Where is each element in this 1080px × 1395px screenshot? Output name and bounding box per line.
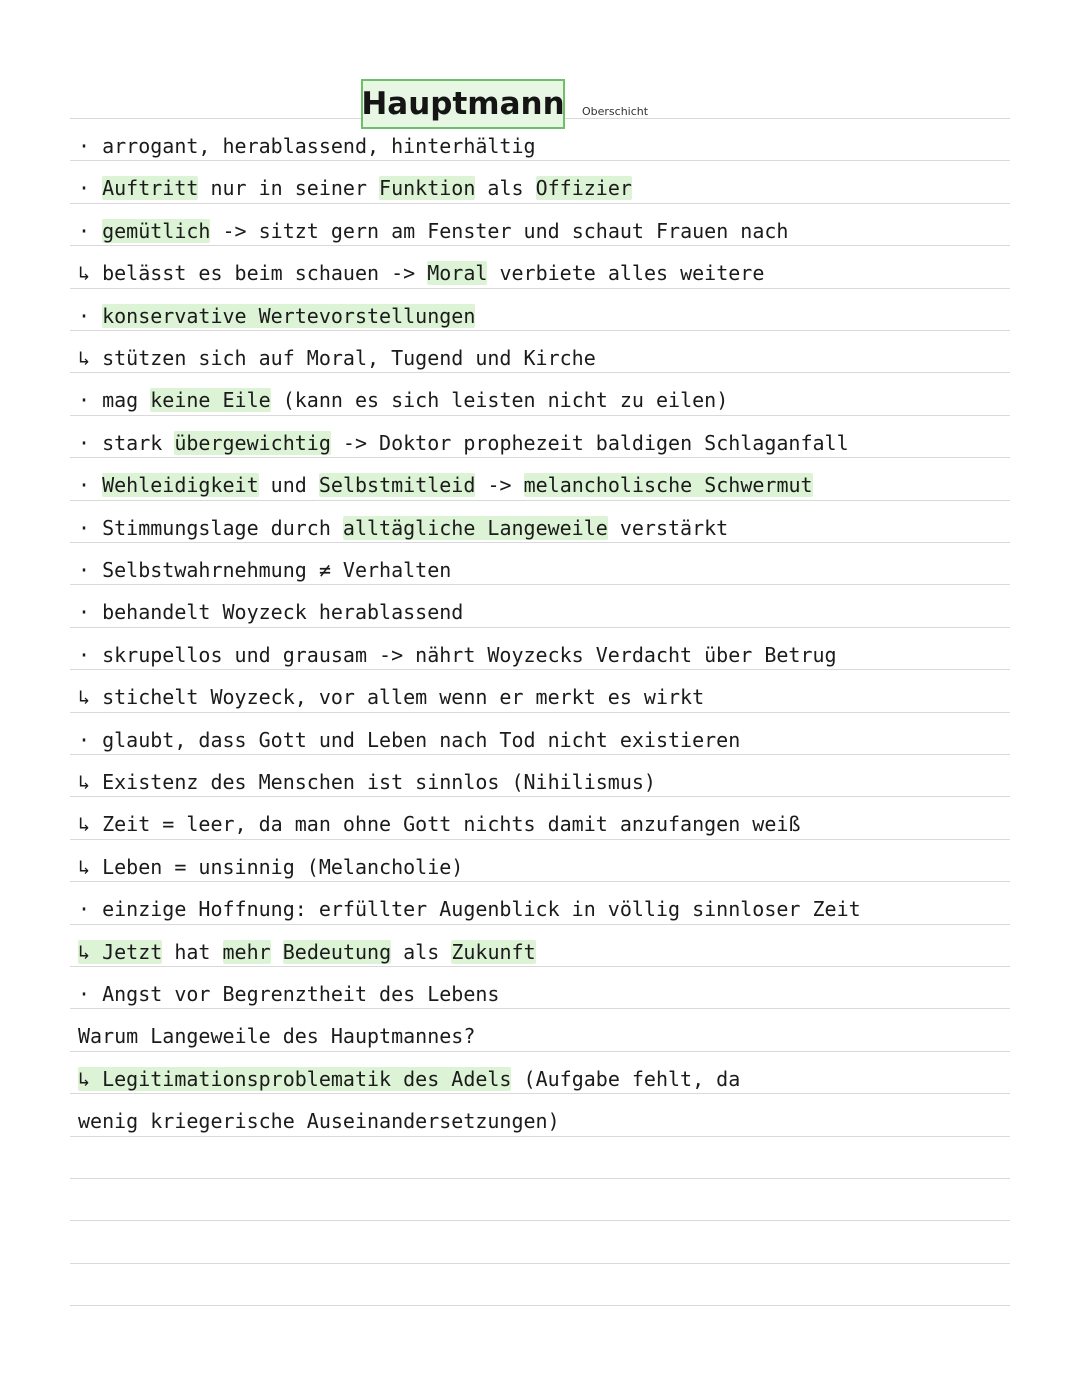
ruled-line xyxy=(70,1178,1010,1179)
ruled-line xyxy=(70,584,1010,585)
ruled-line xyxy=(70,245,1010,246)
note-text: · xyxy=(78,219,103,243)
note-line xyxy=(78,1107,1018,1135)
note-text: ↳ stützen sich auf Moral, Tugend und Kirche xyxy=(78,346,596,370)
page-subtitle: Oberschicht xyxy=(582,105,649,118)
note-text: wenig kriegerische Auseinandersetzungen) xyxy=(78,1109,560,1133)
note-text: -> sitzt gern am Fenster und schaut Frauen nach xyxy=(210,219,789,243)
note-line xyxy=(78,132,1018,160)
ruled-line xyxy=(70,1305,1010,1306)
note-text: (Aufgabe fehlt, da xyxy=(511,1067,741,1091)
note-text: verbiete alles weitere xyxy=(487,261,765,285)
note-text: · einzige Hoffnung: erfüllter Augenblick in völlig sinnloser Zeit xyxy=(78,897,861,921)
note-line xyxy=(78,641,1018,669)
note-text: verstärkt xyxy=(607,516,729,540)
highlighted-text: keine Eile xyxy=(150,388,271,412)
note-text: Warum Langeweile des Hauptmannes? xyxy=(78,1024,476,1048)
note-text: ↳ belässt es beim schauen -> xyxy=(78,261,428,285)
note-line xyxy=(78,726,1018,754)
note-text: -> xyxy=(475,473,524,497)
note-text: · Selbstwahrnehmung ≠ Verhalten xyxy=(78,558,452,582)
note-line xyxy=(78,1065,1018,1093)
ruled-line xyxy=(70,288,1010,289)
highlighted-text: Zukunft xyxy=(451,940,536,964)
ruled-line xyxy=(70,542,1010,543)
note-text: · Angst vor Begrenztheit des Lebens xyxy=(78,982,500,1006)
highlighted-text: Bedeutung xyxy=(282,940,392,964)
note-line xyxy=(78,938,1018,966)
highlighted-text: Funktion xyxy=(379,176,476,200)
note-text: · arrogant, herablassend, hinterhältig xyxy=(78,134,536,158)
ruled-line xyxy=(70,415,1010,416)
note-text: · mag xyxy=(78,388,151,412)
note-text: und xyxy=(258,473,319,497)
ruled-line xyxy=(70,330,1010,331)
ruled-line xyxy=(70,1008,1010,1009)
note-text: nur in seiner xyxy=(198,176,380,200)
highlighted-text: ↳ Jetzt xyxy=(78,940,163,964)
note-line xyxy=(78,514,1018,542)
ruled-line xyxy=(70,160,1010,161)
note-line xyxy=(78,810,1018,838)
note-text: hat xyxy=(162,940,223,964)
note-line xyxy=(78,344,1018,372)
ruled-line xyxy=(70,881,1010,882)
highlighted-text: Auftritt xyxy=(102,176,199,200)
note-text: als xyxy=(391,940,452,964)
ruled-line xyxy=(70,500,1010,501)
note-text: · glaubt, dass Gott und Leben nach Tod nicht existieren xyxy=(78,728,741,752)
note-line xyxy=(78,598,1018,626)
highlighted-text: übergewichtig xyxy=(174,431,331,455)
ruled-line xyxy=(70,1093,1010,1094)
highlighted-text: konservative Wertevorstellungen xyxy=(102,304,476,328)
highlighted-text: ↳ Legitimationsproblematik des Adels xyxy=(78,1067,512,1091)
ruled-line xyxy=(70,1136,1010,1137)
note-line xyxy=(78,1022,1018,1050)
ruled-line xyxy=(70,839,1010,840)
note-text: · stark xyxy=(78,431,175,455)
ruled-line xyxy=(70,669,1010,670)
note-text: · behandelt Woyzeck herablassend xyxy=(78,600,464,624)
note-line xyxy=(78,217,1018,245)
note-text: (kann es sich leisten nicht zu eilen) xyxy=(270,388,729,412)
note-line xyxy=(78,683,1018,711)
note-line xyxy=(78,556,1018,584)
ruled-line xyxy=(70,203,1010,204)
note-text: ↳ stichelt Woyzeck, vor allem wenn er merkt es wirkt xyxy=(78,685,705,709)
note-text xyxy=(271,940,283,964)
note-text: · skrupellos und grausam -> nährt Woyzecks Verdacht über Betrug xyxy=(78,643,837,667)
highlighted-text: gemütlich xyxy=(102,219,211,243)
note-text: · xyxy=(78,304,103,328)
note-line xyxy=(78,980,1018,1008)
ruled-line xyxy=(70,966,1010,967)
note-line xyxy=(78,853,1018,881)
ruled-line xyxy=(70,372,1010,373)
note-line xyxy=(78,259,1018,287)
note-text: als xyxy=(475,176,536,200)
note-text: ↳ Existenz des Menschen ist sinnlos (Nihilismus) xyxy=(78,770,656,794)
ruled-line xyxy=(70,627,1010,628)
ruled-line xyxy=(70,796,1010,797)
note-text: · xyxy=(78,473,103,497)
highlighted-text: mehr xyxy=(222,940,271,964)
note-line xyxy=(78,386,1018,414)
ruled-line xyxy=(70,754,1010,755)
note-text: · Stimmungslage durch xyxy=(78,516,343,540)
note-line xyxy=(78,174,1018,202)
highlighted-text: Moral xyxy=(427,261,488,285)
note-text: -> Doktor prophezeit baldigen Schlaganfall xyxy=(330,431,849,455)
highlighted-text: alltägliche Langeweile xyxy=(342,516,608,540)
ruled-line xyxy=(70,1263,1010,1264)
note-line xyxy=(78,471,1018,499)
highlighted-text: Offizier xyxy=(535,176,632,200)
highlighted-text: melancholische Schwermut xyxy=(523,473,813,497)
ruled-line xyxy=(70,1220,1010,1221)
ruled-line xyxy=(70,457,1010,458)
note-text: ↳ Zeit = leer, da man ohne Gott nichts damit anzufangen weiß xyxy=(78,812,801,836)
note-line xyxy=(78,429,1018,457)
note-line xyxy=(78,895,1018,923)
highlighted-text: Selbstmitleid xyxy=(318,473,476,497)
ruled-line xyxy=(70,712,1010,713)
ruled-line xyxy=(70,1051,1010,1052)
note-line xyxy=(78,768,1018,796)
highlighted-text: Wehleidigkeit xyxy=(102,473,259,497)
note-line xyxy=(78,302,1018,330)
note-text: · xyxy=(78,176,103,200)
ruled-line xyxy=(70,924,1010,925)
page-title: Hauptmann xyxy=(361,79,565,129)
note-text: ↳ Leben = unsinnig (Melancholie) xyxy=(78,855,464,879)
